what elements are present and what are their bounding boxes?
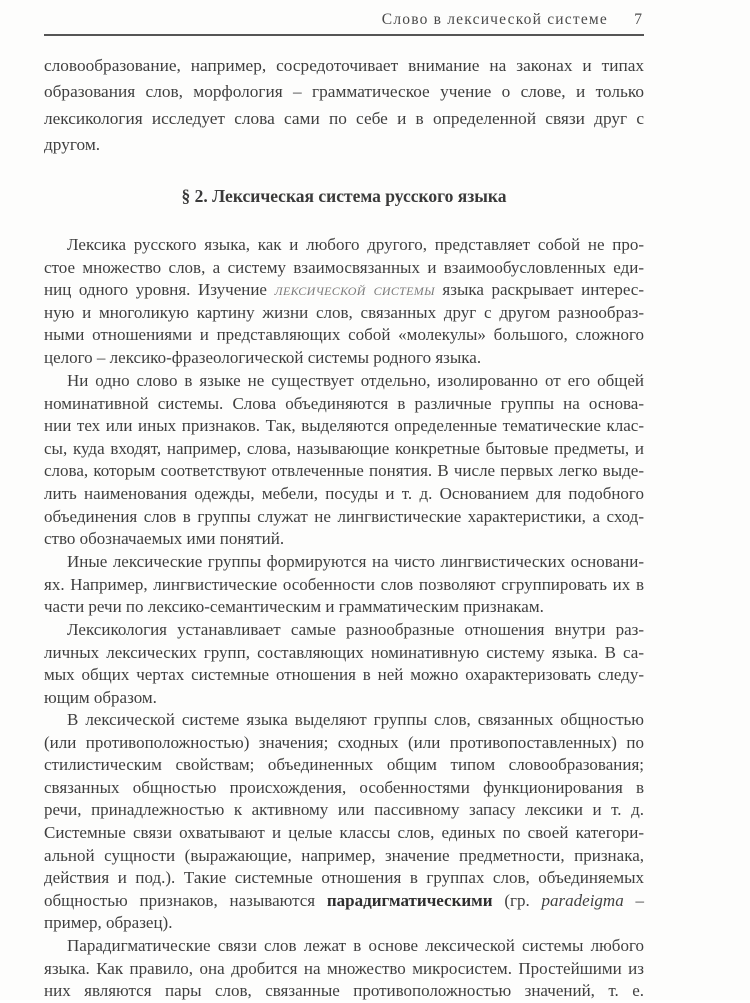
text-line: личных лексических групп, составляющих номинативную систему языка. В са- — [44, 642, 644, 662]
text-line: части речи по лексико-семантическим и грамматическим признакам. — [44, 597, 544, 617]
text-run: языка раскрывает интерес- — [434, 280, 644, 300]
text-line: ях. Например, лингвистические особенности слов позволяют сгруппировать их в — [44, 574, 644, 594]
bold-term: парадигматическими — [326, 890, 493, 910]
intro-paragraph — [44, 53, 644, 158]
text-line: номинативной системы. Слова объединяются в различные группы на основа- — [44, 393, 644, 413]
text-line: лексикология исследует слова сами по себе и в определенной связи друг с — [44, 108, 644, 128]
text-line: целого – лексико-фразеологической системы родного языка. — [44, 347, 482, 367]
text-line: объединения слов в группы служат не лингвистические характеристики, а сход- — [44, 506, 644, 526]
text-run: ниц одного уровня. Изучение — [44, 280, 275, 300]
text-line: пример, образец). — [44, 913, 173, 933]
text-line: слова, которым соответствуют отвлеченные понятия. В числе первых легко выде- — [44, 461, 644, 481]
text-line: сы, куда входят, например, слова, называющие конкретные бытовые предметы, и — [44, 438, 644, 458]
text-line: лить наименования одежды, мебели, посуды и т. д. Основанием для подобного — [44, 483, 644, 503]
text-line — [44, 279, 644, 302]
latin-term: paradeigma — [541, 890, 624, 910]
text-line: Лексикология устанавливает самые разнообразные отношения внутри раз- — [67, 620, 644, 639]
text-line: мых общих чертах системные отношения в ней можно охарактеризовать следу- — [44, 665, 644, 685]
text-run: (гр. — [492, 890, 542, 910]
text-line: Иные лексические группы формируются на чисто лингвистических основани- — [67, 552, 644, 571]
text-line: ющим образом. — [44, 687, 157, 707]
running-head — [44, 8, 644, 36]
text-run: общностью признаков, называются — [44, 890, 327, 910]
text-line: альной сущности (выражающие, например, значение предметности, признака, — [44, 845, 644, 865]
text-line: образования слов, морфология – грамматическое учение о слове, и только — [44, 82, 644, 102]
text-line: нии тех или иных признаков. Так, выделяются определенные тематические клас- — [44, 416, 644, 436]
paragraph-microsystems — [44, 935, 644, 1003]
text-line: действия и под.). Такие системные отношения в группах слов, объединяемых — [44, 868, 644, 888]
text-line: В лексической системе языка выделяют группы слов, связанных общностью — [67, 710, 644, 729]
text-line: Системные связи охватывают и целые классы слов, единых по своей категори- — [44, 822, 644, 842]
text-line: словообразование, например, сосредоточивает внимание на законах и типах — [44, 56, 644, 75]
text-line: ство обозначаемых ими понятий. — [44, 529, 285, 549]
running-head-title: Слово в лексической системе — [381, 11, 608, 28]
text-line: ную и многоликую картину жизни слов, связанных друг с другом разнообраз- — [44, 302, 644, 322]
text-line: них являются пары слов, связанные противоположностью значений, т. е. — [44, 981, 644, 1001]
paragraph-linguistic-groups — [44, 551, 644, 619]
text-line: стилистическим свойствам; объединенных общим типом словообразования; — [44, 755, 644, 775]
paragraph-thematic-classes — [44, 370, 644, 551]
text-line: связанных общностью происхождения, особенностями функционирования в — [44, 777, 644, 797]
text-line: другом. — [44, 134, 101, 154]
text-line: речи, принадлежностью к активному или пассивному запасу лексики и т. д. — [44, 800, 644, 820]
text-line: языка. Как правило, она дробится на множество микросистем. Простейшими из — [44, 958, 644, 978]
paragraph-lexical-system — [44, 234, 644, 370]
text-line: Лексика русского языка, как и любого другого, представляет собой не про- — [67, 235, 644, 254]
text-line: ными отношениями и представляющих собой «молекулы» большого, сложного — [44, 325, 644, 345]
paragraph-lexicology-relations — [44, 619, 644, 709]
section-heading: § 2. Лексическая система русского языка — [181, 186, 507, 206]
text-line: стое множество слов, а систему взаимосвязанных и взаимообусловленных еди- — [44, 257, 644, 277]
paragraph-paradigmatic — [44, 709, 644, 935]
text-line: Ни одно слово в языке не существует отдельно, изолированно от его общей — [67, 371, 644, 390]
page-number: 7 — [634, 11, 642, 28]
text-run: – — [623, 890, 644, 910]
emphasis-term: лексической системы — [274, 280, 435, 300]
text-line: (или противоположностью) значения; сходных (или противопоставленных) по — [44, 732, 644, 752]
text-line — [44, 890, 644, 913]
text-line: Парадигматические связи слов лежат в основе лексической системы любого — [67, 936, 644, 955]
